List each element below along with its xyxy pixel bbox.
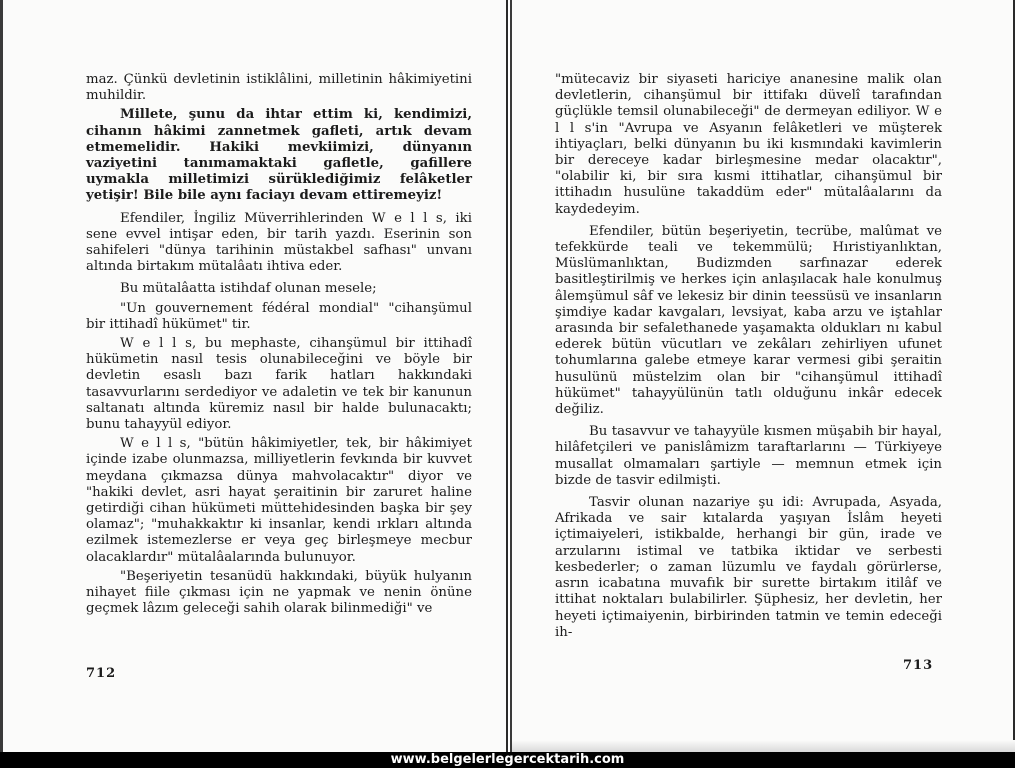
paragraph: Tasvir olunan nazariye şu idi: Avrupada, Asyada, Afrikada ve sair kıtalarda yaşıyan İslâm heyeti içtimaiyeleri, istikbalde, herhangi bir gün, irade ve arzularını istimal ve tatbika iktidar ve serbesti kesbederler; o zaman lüzumlu ve faydalı görürlerse, asrın icabatına muvafık bir surette birtakım itilâf ve ittihat noktaları bulabilirler. Şüphesiz, her devletin, her heyeti içtimaiyenin, birbirinden tatmin ve temin edeceği ih-: [555, 495, 942, 640]
paragraph: Efendiler, bütün beşeriyetin, tecrübe, malûmat ve tefekkürde teali ve tekemmülü; Hıristiyanlıktan, Müslümanlıktan, Budizmden sarfınazar ederek basitleştirilmiş ve herkes için anlaşılacak hale konulmuş âlemşümul sâf ve lekesiz bir dinin teessüsü ve insanların şimdiye kadar kavgaları, levsiyat, kaba arzu ve iştahlar arasında bir sefalethanede yaşamakta oldukları nı kabul ederek bütün vücutları ve zekâları zehirliyen ufunet tohumlarına galebe etmeye karar vermesi gibi şeraitin husulünü müstelzim olan bir "cihanşümul ittihadî hükümet" tahayyülünün tatlı olduğunu inkâr edecek değiliz.: [555, 223, 942, 418]
page-number-left: 712: [86, 666, 117, 681]
page-number-right: 713: [903, 658, 934, 673]
paragraph: "Beşeriyetin tesanüdü hakkındaki, büyük hulyanın nihayet fiile çıkması için ne yapmak ve nenin önüne geçmek lâzım geleceği sahih olarak bilinmediği" ve: [86, 568, 472, 617]
paragraph-bold: Millete, şunu da ihtar ettim ki, kendimizi, cihanın hâkimi zannetmek gafleti, artık devam etmemelidir. Hakiki mevkiimizi, dünyanın vaziyetini tanımamaktaki gafletle, gafillere uymakla milletimizi sürüklediğimiz felâketler yetişir! Bile bile aynı faciayı devam ettiremeyiz!: [86, 107, 472, 204]
paragraph: Bu tasavvur ve tahayyüle kısmen müşabih bir hayal, hilâfetçileri ve panislâmizm taraftarlarını — Türkiyeye musallat olmamaları şartiyle — memnun etmek için bizde de tasvir edilmişti.: [555, 424, 942, 488]
left-page-text-column: [86, 72, 472, 621]
paragraph: Bu mütalâatta istihdaf olunan mesele;: [120, 281, 377, 297]
website-footer-bar: [0, 752, 1015, 768]
paragraph: "Un gouvernement fédéral mondial" "cihanşümul bir ittihadî hükümet" tir.: [86, 300, 472, 332]
paragraph: W e l l s, bu mephaste, cihanşümul bir ittihadî hükümetin nasıl tesis olunabileceğini ve böyle bir devletin esaslı bazı farik hatları hakkındaki tasavvurlarını serdediyor ve adaletin ve tek bir kanunun saltanatı altında küremiz nasıl bir halde bulunacaktı; bunu tahayyül ediyor.: [86, 336, 472, 433]
page-bottom-shadow: [512, 740, 1015, 752]
left-page-edge: [0, 0, 3, 752]
left-page: [0, 0, 507, 752]
website-watermark: www.belgelerlegercektarih.com: [390, 752, 625, 767]
paragraph: Efendiler, İngiliz Müverrihlerinden W e l l s, iki sene evvel intişar eden, bir tarih yazdı. Eserinin son sahifeleri "dünya tarihinin müstakbel safhası" unvanı altında birtakım mütalâatı ihtiva eder.: [86, 210, 472, 275]
right-page-text-column: [555, 72, 942, 647]
paragraph: maz. Çünkü devletinin istiklâlini, milletinin hâkimiyetini muhildir.: [86, 72, 472, 104]
paragraph: W e l l s, "bütün hâkimiyetler, tek, bir hâkimiyet içinde izabe olunmazsa, milliyetlerin fevkında bir kuvvet meydana çıkmazsa dünya mahvolacaktır" diyor ve "hakiki devlet, asri hayat şeraitinin bir zaruret haline getirdiği cihan hükümeti müttehidesinden başka bir şey olamaz"; "muhakkaktır ki insanlar, kendi ırkları altında ezilmek istemezlerse er veya geç birleşmeye mecbur olacaklardır" mütalâalarında bulunuyor.: [86, 436, 472, 565]
paragraph: "mütecaviz bir siyaseti hariciye ananesine malik olan devletlerin, cihanşümul bir ittifakı düvelî tarafından güçlükle temsil olunabileceği" de dermeyan ediliyor. W e l l s'in "Avrupa ve Asyanın felâketleri ve müşterek ihtiyaçları, belki dünyanın bu iki kısmındaki kavimlerin bir dereceye kadar birleşmesine medar olacaktır", "olabilir ki, bir sıra kısmi ittihatlar, cihanşümul bir ittihadın husulüne takaddüm eder" mütalâalarını da kaydedeyim.: [555, 72, 942, 217]
right-page: [512, 0, 1015, 752]
